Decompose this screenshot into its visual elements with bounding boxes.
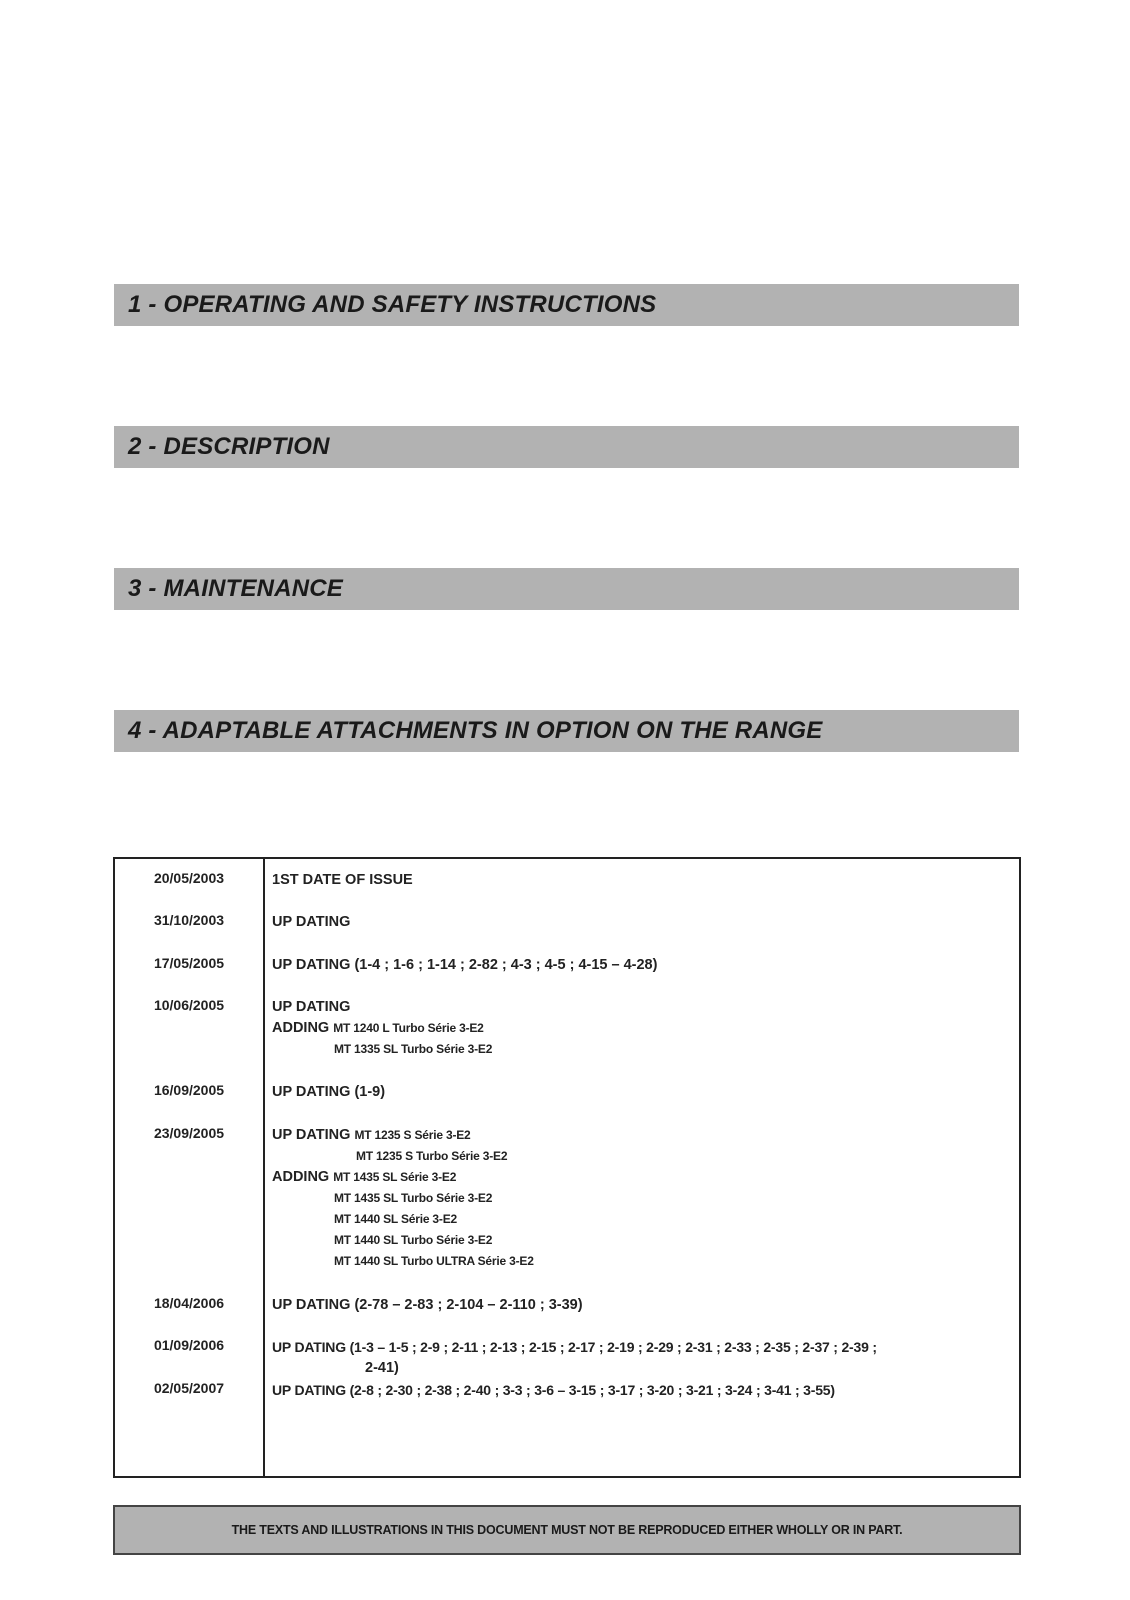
section-heading-attachments [114, 710, 1019, 752]
revision-description [272, 997, 1011, 1060]
column-divider [263, 859, 265, 1476]
revision-date: 17/05/2005 [153, 955, 225, 971]
revision-description [272, 1082, 1011, 1103]
revision-description [272, 870, 1011, 891]
revision-date: 31/10/2003 [153, 912, 225, 928]
revision-line: UP DATING (2-8 ; 2-30 ; 2-38 ; 2-40 ; 3-3 ; 3-6 – 3-15 ; 3-17 ; 3-20 ; 3-21 ; 3-24 ; 3-41 ; 3-55) [272, 1382, 835, 1398]
copyright-notice [113, 1505, 1021, 1555]
section-heading-operating-safety [114, 284, 1019, 326]
section-heading-label: 1 - OPERATING AND SAFETY INSTRUCTIONS [128, 291, 657, 318]
revision-line: UP DATING (1-4 ; 1-6 ; 1-14 ; 2-82 ; 4-3 ; 4-5 ; 4-15 – 4-28) [272, 957, 658, 973]
model-name: MT 1440 SL Série 3-E2 [334, 1212, 457, 1226]
revision-date: 16/09/2005 [153, 1082, 225, 1098]
revision-line: 2-41) [365, 1360, 399, 1376]
model-name: MT 1235 S Série 3-E2 [354, 1128, 471, 1142]
revision-description [272, 1380, 1011, 1401]
revision-line: UP DATING [272, 999, 351, 1015]
section-heading-label: 3 - MAINTENANCE [128, 575, 344, 602]
model-name: MT 1235 S Turbo Série 3-E2 [356, 1149, 508, 1163]
revision-description [272, 1295, 1011, 1316]
section-heading-label: 4 - ADAPTABLE ATTACHMENTS IN OPTION ON THE RANGE [128, 717, 823, 744]
revision-line: UP DATING (2-78 – 2-83 ; 2-104 – 2-110 ; 3-39) [272, 1297, 583, 1313]
revision-line: UP DATING (1-9) [272, 1084, 386, 1100]
copyright-notice-text: THE TEXTS AND ILLUSTRATIONS IN THIS DOCUMENT MUST NOT BE REPRODUCED EITHER WHOLLY OR IN PART. [231, 1523, 903, 1537]
model-name: MT 1435 SL Turbo Série 3-E2 [334, 1191, 493, 1205]
model-name: MT 1435 SL Série 3-E2 [333, 1170, 457, 1184]
section-heading-maintenance [114, 568, 1019, 610]
updating-label: UP DATING [272, 1127, 351, 1143]
revision-description [272, 1337, 1011, 1379]
revision-date: 20/05/2003 [153, 870, 225, 886]
revision-line [272, 1167, 1011, 1188]
revision-line: UP DATING [272, 914, 351, 930]
revision-line: UP DATING (1-3 – 1-5 ; 2-9 ; 2-11 ; 2-13 ; 2-15 ; 2-17 ; 2-19 ; 2-29 ; 2-31 ; 2-33 ; 2-35 ; 2-37 ; 2-39 ; [272, 1339, 877, 1355]
revision-line [272, 1018, 1011, 1039]
model-name: MT 1335 SL Turbo Série 3-E2 [334, 1042, 493, 1056]
revision-description [272, 1125, 1011, 1272]
revision-description [272, 912, 1011, 933]
revision-line [272, 1125, 1011, 1146]
revision-date: 10/06/2005 [153, 997, 225, 1013]
revision-date: 01/09/2006 [153, 1337, 225, 1353]
revision-description [272, 955, 1011, 976]
revision-history-table [113, 857, 1021, 1478]
revision-date: 23/09/2005 [153, 1125, 225, 1141]
model-name: MT 1440 SL Turbo Série 3-E2 [334, 1233, 493, 1247]
section-heading-label: 2 - DESCRIPTION [128, 433, 330, 460]
model-name: MT 1240 L Turbo Série 3-E2 [333, 1021, 484, 1035]
adding-label: ADDING [272, 1020, 330, 1036]
adding-label: ADDING [272, 1169, 330, 1185]
revision-line: 1ST DATE OF ISSUE [272, 872, 413, 888]
section-heading-description [114, 426, 1019, 468]
revision-date: 18/04/2006 [153, 1295, 225, 1311]
revision-date: 02/05/2007 [153, 1380, 225, 1396]
model-name: MT 1440 SL Turbo ULTRA Série 3-E2 [334, 1254, 534, 1268]
